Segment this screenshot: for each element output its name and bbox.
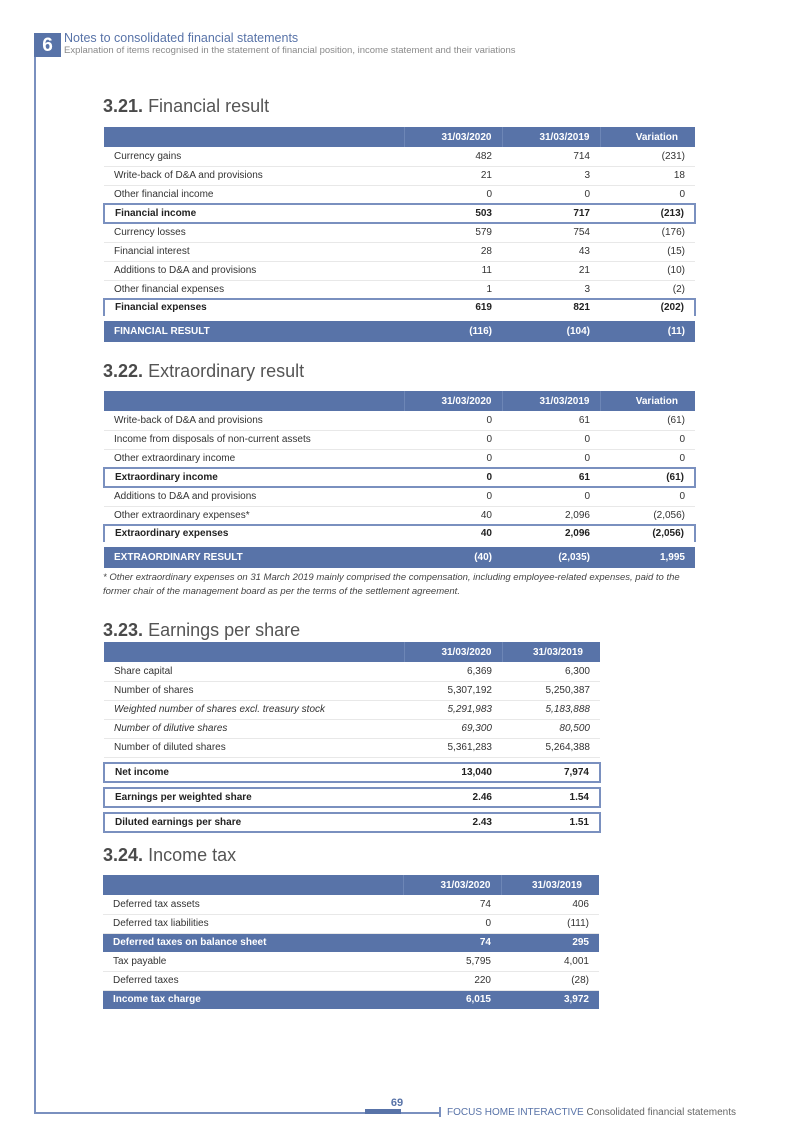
cell-2020: 579: [404, 223, 502, 242]
cell-2019: 3: [502, 280, 600, 299]
cell-2019: 61: [502, 468, 600, 487]
page-frame-tick: [439, 1107, 441, 1117]
section-number: 3.23.: [103, 620, 144, 640]
cell-2019: 714: [502, 147, 600, 166]
row-label: Deferred taxes on balance sheet: [103, 933, 403, 952]
table-row: [104, 487, 695, 506]
section-name: Earnings per share: [148, 620, 301, 640]
table-header-row: [104, 642, 600, 662]
section-number: 3.22.: [103, 361, 144, 381]
cell-variation: (2): [600, 280, 695, 299]
cell-2019: 5,183,888: [502, 700, 600, 719]
cell-2020: 5,361,283: [404, 738, 502, 757]
cell-2019: 6,300: [502, 662, 600, 681]
column-header: Variation: [600, 391, 695, 411]
cell-2019: 5,250,387: [502, 681, 600, 700]
column-header: [104, 642, 404, 662]
cell-variation: 1,995: [600, 544, 695, 568]
cell-2019: 61: [502, 411, 600, 430]
column-header: 31/03/2019: [502, 127, 600, 147]
table-row: [104, 411, 695, 430]
row-label: Income tax charge: [103, 990, 403, 1009]
subtotal-row: [104, 525, 695, 544]
cell-2020: 482: [404, 147, 502, 166]
table-row: [104, 166, 695, 185]
row-label: Currency losses: [104, 223, 404, 242]
row-label: Income from disposals of non-current assets: [104, 430, 404, 449]
table-header-row: [104, 127, 695, 147]
page-number: 69: [390, 1097, 404, 1109]
table-row: [104, 242, 695, 261]
table-row: [104, 147, 695, 166]
cell-variation: 0: [600, 449, 695, 468]
cell-2020: 0: [404, 468, 502, 487]
cell-2020: 5,795: [403, 952, 501, 971]
section-title-earnings-per-share: [103, 620, 300, 641]
table-row: [103, 914, 599, 933]
row-label: Weighted number of shares excl. treasury stock: [104, 700, 404, 719]
cell-variation: (213): [600, 204, 695, 223]
row-label: Deferred tax assets: [103, 895, 403, 914]
cell-2020: 69,300: [404, 719, 502, 738]
subtotal-row: [104, 204, 695, 223]
row-label: Deferred taxes: [103, 971, 403, 990]
column-header: 31/03/2019: [502, 642, 600, 662]
row-label: Earnings per weighted share: [104, 788, 404, 807]
cell-2019: 295: [501, 933, 599, 952]
cell-2020: 5,307,192: [404, 681, 502, 700]
cell-variation: (2,056): [600, 525, 695, 544]
financial-result-table: [103, 127, 696, 342]
row-label: Net income: [104, 763, 404, 782]
row-label: Additions to D&A and provisions: [104, 487, 404, 506]
extraordinary-result-table: [103, 391, 696, 568]
row-label: Tax payable: [103, 952, 403, 971]
table-row: [103, 895, 599, 914]
cell-2019: 0: [502, 449, 600, 468]
cell-2019: 0: [502, 185, 600, 204]
cell-variation: (61): [600, 468, 695, 487]
cell-2020: 0: [404, 411, 502, 430]
table-row: [104, 449, 695, 468]
section-name: Income tax: [148, 845, 237, 865]
section-title-financial-result: [103, 96, 269, 117]
subtotal-row: [104, 468, 695, 487]
section-name: Financial result: [148, 96, 270, 116]
cell-2020: 11: [404, 261, 502, 280]
subtotal-row: [103, 933, 599, 952]
row-label: Financial income: [104, 204, 404, 223]
income-tax-table: [103, 875, 599, 1009]
cell-2019: 43: [502, 242, 600, 261]
cell-2020: 2.46: [404, 788, 502, 807]
page-footer: [447, 1107, 736, 1118]
total-row: [104, 318, 695, 342]
column-header: [104, 391, 404, 411]
cell-2020: 0: [404, 185, 502, 204]
cell-2020: 2.43: [404, 813, 502, 832]
row-label: Diluted earnings per share: [104, 813, 404, 832]
earnings-per-share-table: [103, 642, 601, 833]
footer-brand: FOCUS HOME INTERACTIVE: [447, 1107, 584, 1118]
cell-2019: (28): [501, 971, 599, 990]
cell-2020: 40: [404, 525, 502, 544]
column-header: 31/03/2020: [404, 391, 502, 411]
cell-2020: 0: [404, 449, 502, 468]
cell-2019: 0: [502, 430, 600, 449]
cell-variation: (10): [600, 261, 695, 280]
cell-2020: 28: [404, 242, 502, 261]
cell-2020: 74: [403, 933, 501, 952]
row-label: Other financial expenses: [104, 280, 404, 299]
row-label: Extraordinary income: [104, 468, 404, 487]
cell-variation: (231): [600, 147, 695, 166]
cell-2020: 0: [403, 914, 501, 933]
table-row: [103, 952, 599, 971]
boxed-row: [104, 763, 600, 782]
cell-2019: 717: [502, 204, 600, 223]
cell-variation: (61): [600, 411, 695, 430]
cell-2020: 21: [404, 166, 502, 185]
boxed-row: [104, 788, 600, 807]
cell-variation: 0: [600, 185, 695, 204]
row-label: Number of diluted shares: [104, 738, 404, 757]
total-row: [104, 544, 695, 568]
column-header: [103, 875, 403, 895]
column-header: 31/03/2020: [404, 127, 502, 147]
cell-2020: 619: [404, 299, 502, 318]
table-row: [103, 971, 599, 990]
cell-2019: 3: [502, 166, 600, 185]
cell-2019: 0: [502, 487, 600, 506]
section-title-income-tax: [103, 845, 236, 866]
cell-2020: 503: [404, 204, 502, 223]
row-label: Number of shares: [104, 681, 404, 700]
row-label: Currency gains: [104, 147, 404, 166]
row-label: EXTRAORDINARY RESULT: [104, 544, 404, 568]
column-header: Variation: [600, 127, 695, 147]
cell-2019: (104): [502, 318, 600, 342]
cell-2020: 6,015: [403, 990, 501, 1009]
total-row: [103, 990, 599, 1009]
table-row: [104, 700, 600, 719]
subtotal-row: [104, 299, 695, 318]
cell-2019: 5,264,388: [502, 738, 600, 757]
row-label: Financial interest: [104, 242, 404, 261]
cell-variation: (2,056): [600, 506, 695, 525]
row-label: Write-back of D&A and provisions: [104, 166, 404, 185]
chapter-subtitle: Explanation of items recognised in the statement of financial position, income statement and their variations: [64, 45, 516, 56]
cell-2020: 74: [403, 895, 501, 914]
table-row: [104, 261, 695, 280]
row-label: Additions to D&A and provisions: [104, 261, 404, 280]
cell-2019: 821: [502, 299, 600, 318]
row-label: Other financial income: [104, 185, 404, 204]
cell-2019: 1.51: [502, 813, 600, 832]
column-header: 31/03/2019: [502, 391, 600, 411]
row-label: Extraordinary expenses: [104, 525, 404, 544]
cell-2020: 40: [404, 506, 502, 525]
table-row: [104, 185, 695, 204]
cell-2019: 2,096: [502, 506, 600, 525]
cell-2019: 754: [502, 223, 600, 242]
cell-variation: 0: [600, 487, 695, 506]
row-label: Share capital: [104, 662, 404, 681]
row-label: Financial expenses: [104, 299, 404, 318]
table-row: [104, 738, 600, 757]
row-label: Deferred tax liabilities: [103, 914, 403, 933]
cell-variation: (202): [600, 299, 695, 318]
page-number-bar: [365, 1109, 401, 1114]
table-row: [104, 223, 695, 242]
cell-2020: 13,040: [404, 763, 502, 782]
table-row: [104, 506, 695, 525]
chapter-title: Notes to consolidated financial statements: [64, 31, 299, 45]
cell-variation: (176): [600, 223, 695, 242]
page-frame-left-line: [34, 54, 36, 1114]
column-header: 31/03/2019: [501, 875, 599, 895]
cell-2020: 6,369: [404, 662, 502, 681]
boxed-row: [104, 813, 600, 832]
cell-2019: 4,001: [501, 952, 599, 971]
cell-2019: (2,035): [502, 544, 600, 568]
cell-2019: 7,974: [502, 763, 600, 782]
table-header-row: [103, 875, 599, 895]
cell-variation: 18: [600, 166, 695, 185]
cell-2020: 5,291,983: [404, 700, 502, 719]
footer-doc-title: Consolidated financial statements: [586, 1107, 736, 1118]
column-header: 31/03/2020: [403, 875, 501, 895]
footnote: * Other extraordinary expenses on 31 March 2019 mainly comprised the compensation, including employee-related expenses, paid to the former chair of the management board as per the terms of the settlement agreement.: [103, 572, 680, 597]
cell-2020: 0: [404, 430, 502, 449]
row-label: Write-back of D&A and provisions: [104, 411, 404, 430]
cell-2020: (116): [404, 318, 502, 342]
cell-2020: 220: [403, 971, 501, 990]
cell-2020: (40): [404, 544, 502, 568]
cell-variation: 0: [600, 430, 695, 449]
cell-2019: 406: [501, 895, 599, 914]
column-header: [104, 127, 404, 147]
row-label: Number of dilutive shares: [104, 719, 404, 738]
cell-2019: 21: [502, 261, 600, 280]
cell-2019: 1.54: [502, 788, 600, 807]
table-row: [104, 662, 600, 681]
cell-2019: 2,096: [502, 525, 600, 544]
chapter-number-badge: 6: [34, 33, 61, 57]
section-title-extraordinary-result: [103, 361, 304, 382]
table-row: [104, 430, 695, 449]
table-row: [104, 719, 600, 738]
cell-2020: 0: [404, 487, 502, 506]
section-name: Extraordinary result: [148, 361, 305, 381]
cell-2020: 1: [404, 280, 502, 299]
row-label: Other extraordinary expenses*: [104, 506, 404, 525]
column-header: 31/03/2020: [404, 642, 502, 662]
cell-2019: 80,500: [502, 719, 600, 738]
cell-variation: (15): [600, 242, 695, 261]
cell-2019: (111): [501, 914, 599, 933]
table-row: [104, 681, 600, 700]
cell-variation: (11): [600, 318, 695, 342]
table-row: [104, 280, 695, 299]
table-header-row: [104, 391, 695, 411]
section-number: 3.21.: [103, 96, 144, 116]
row-label: Other extraordinary income: [104, 449, 404, 468]
section-number: 3.24.: [103, 845, 144, 865]
cell-2019: 3,972: [501, 990, 599, 1009]
row-label: FINANCIAL RESULT: [104, 318, 404, 342]
